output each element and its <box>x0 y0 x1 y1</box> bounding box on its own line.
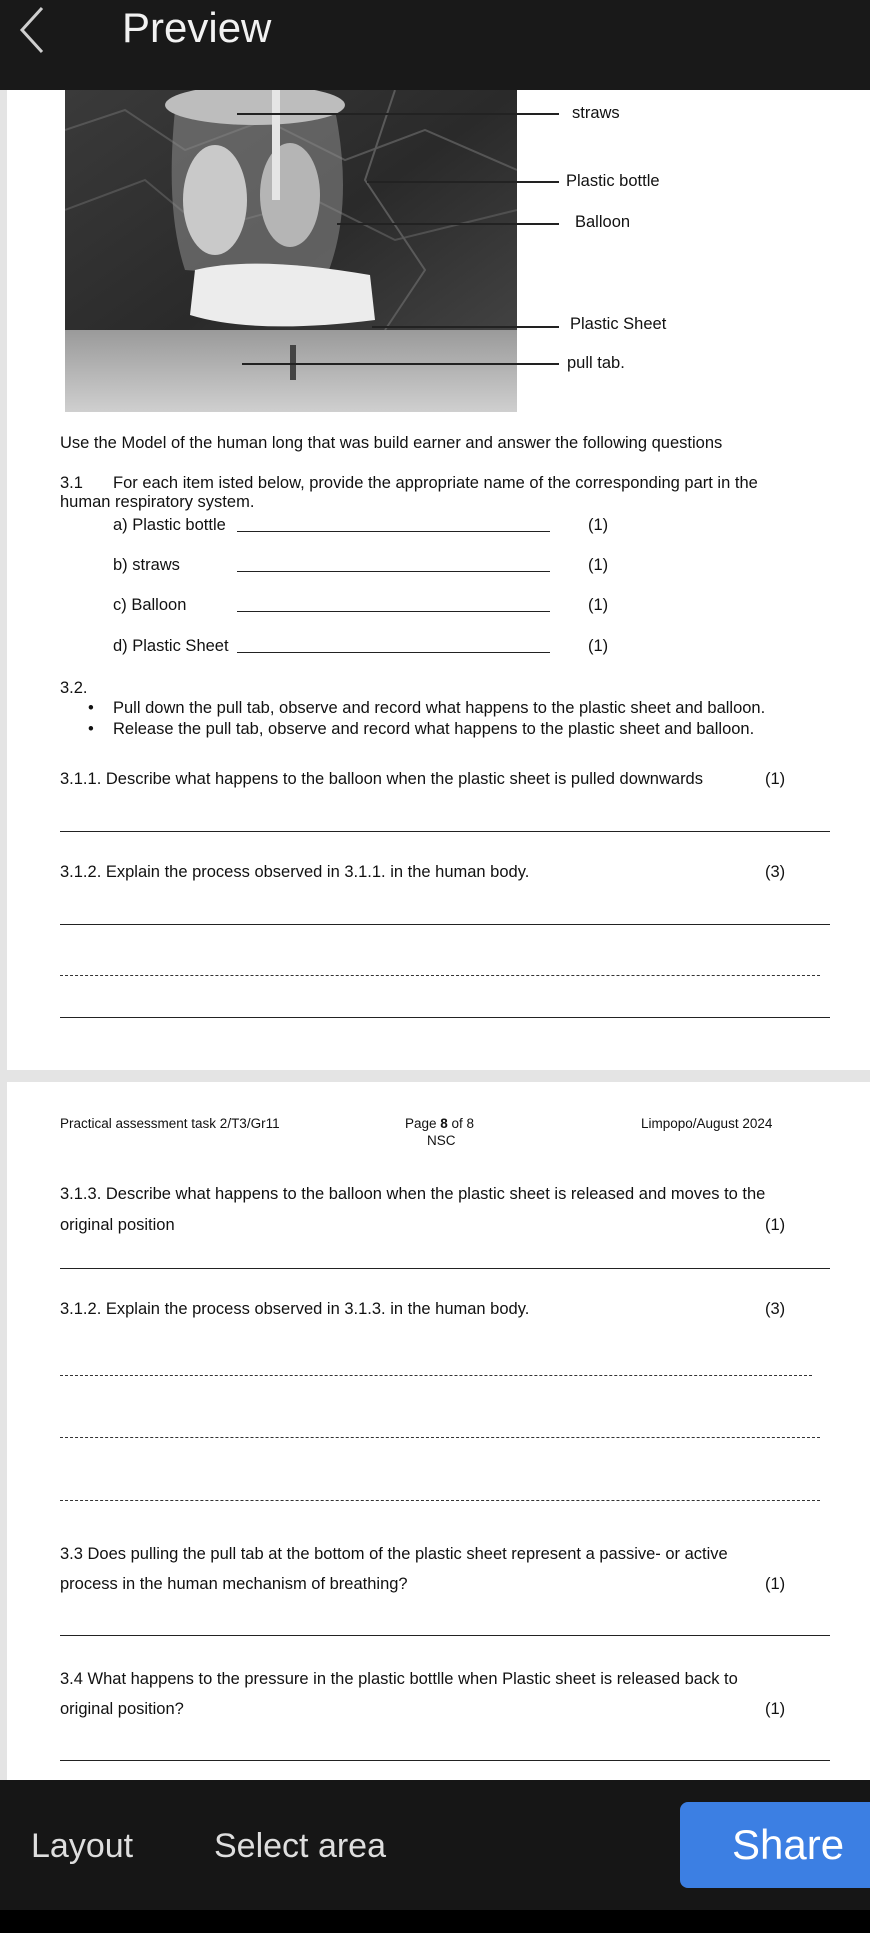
answer-line <box>60 1017 830 1018</box>
callout-line <box>242 363 559 365</box>
layout-button[interactable]: Layout <box>31 1827 134 1865</box>
question-3-1-3: 3.1.3. Describe what happens to the balloon when the plastic sheet is released and moves to the <box>60 1185 766 1203</box>
document-viewer[interactable] <box>0 90 870 1780</box>
document-page-2 <box>7 1082 870 1780</box>
answer-line <box>60 1268 830 1269</box>
page-header-nsc: NSC <box>427 1133 456 1148</box>
item-label: b) straws <box>113 556 180 574</box>
question-3-1-1: 3.1.1. Describe what happens to the balloon when the plastic sheet is pulled downwards <box>60 770 703 788</box>
page-header-right: Limpopo/August 2024 <box>641 1116 773 1131</box>
answer-line <box>237 652 550 653</box>
label-plastic-sheet: Plastic Sheet <box>570 315 667 333</box>
label-straws: straws <box>572 104 620 122</box>
answer-line <box>237 571 550 572</box>
bullet-item: • Pull down the pull tab, observe and record what happens to the plastic sheet and balloon. <box>113 698 765 718</box>
intro-text: Use the Model of the human long that was build earner and answer the following questions <box>60 434 723 452</box>
question-number: 3.1 <box>60 474 83 492</box>
answer-line <box>60 975 820 976</box>
page-title: Preview <box>122 4 272 51</box>
mark: (1) <box>765 1700 786 1718</box>
question-3-1-text-cont: human respiratory system. <box>60 493 255 511</box>
question-number: 3.2. <box>60 679 88 697</box>
share-button[interactable]: Share <box>680 1802 870 1888</box>
answer-line <box>60 831 830 832</box>
item-label: d) Plastic Sheet <box>113 637 229 655</box>
label-pull-tab: pull tab. <box>567 354 625 372</box>
mark: (1) <box>588 516 609 534</box>
mark: (1) <box>765 1575 786 1593</box>
mark: (1) <box>765 1216 786 1234</box>
mark: (3) <box>765 863 786 881</box>
chevron-left-icon <box>14 4 54 56</box>
answer-line <box>237 611 550 612</box>
label-balloon: Balloon <box>575 213 631 231</box>
answer-line <box>60 924 830 925</box>
page-header-left: Practical assessment task 2/T3/Gr11 <box>60 1116 280 1131</box>
answer-line <box>60 1760 830 1761</box>
mark: (1) <box>765 770 786 788</box>
callout-line <box>367 181 559 183</box>
select-area-button[interactable]: Select area <box>214 1827 386 1865</box>
question-3-1-2-b: 3.1.2. Explain the process observed in 3.1.3. in the human body. <box>60 1300 530 1318</box>
system-bar <box>0 1910 870 1933</box>
page-prefix: Page <box>405 1116 441 1131</box>
callout-line <box>237 113 559 115</box>
mark: (1) <box>588 596 609 614</box>
answer-line <box>60 1500 820 1501</box>
item-label: a) Plastic bottle <box>113 516 226 534</box>
question-3-1-text: For each item isted below, provide the appropriate name of the corresponding part in the <box>113 474 758 492</box>
mark: (3) <box>765 1300 786 1318</box>
question-3-3: 3.3 Does pulling the pull tab at the bottom of the plastic sheet represent a passive- or active <box>60 1545 728 1563</box>
item-label: c) Balloon <box>113 596 187 614</box>
label-plastic-bottle: Plastic bottle <box>566 172 660 190</box>
callout-line <box>372 326 559 328</box>
mark: (1) <box>588 637 609 655</box>
callout-line <box>337 223 559 225</box>
answer-line <box>60 1437 820 1438</box>
document-page-1 <box>7 90 870 1070</box>
question-3-1-3-cont: original position <box>60 1216 175 1234</box>
top-bar <box>0 0 870 90</box>
question-3-3-cont: process in the human mechanism of breathing? <box>60 1575 408 1593</box>
answer-line <box>60 1635 830 1636</box>
question-3-4: 3.4 What happens to the pressure in the plastic bottlle when Plastic sheet is released back to <box>60 1670 738 1688</box>
page-number: 8 <box>440 1116 448 1131</box>
question-3-4-cont: original position? <box>60 1700 184 1718</box>
answer-line <box>60 1375 812 1376</box>
question-3-1-2: 3.1.2. Explain the process observed in 3.1.1. in the human body. <box>60 863 530 881</box>
answer-line <box>237 531 550 532</box>
bullet-item: • Release the pull tab, observe and record what happens to the plastic sheet and balloon. <box>113 719 754 739</box>
page-suffix: of 8 <box>447 1116 475 1131</box>
mark: (1) <box>588 556 609 574</box>
back-button[interactable] <box>14 4 54 56</box>
